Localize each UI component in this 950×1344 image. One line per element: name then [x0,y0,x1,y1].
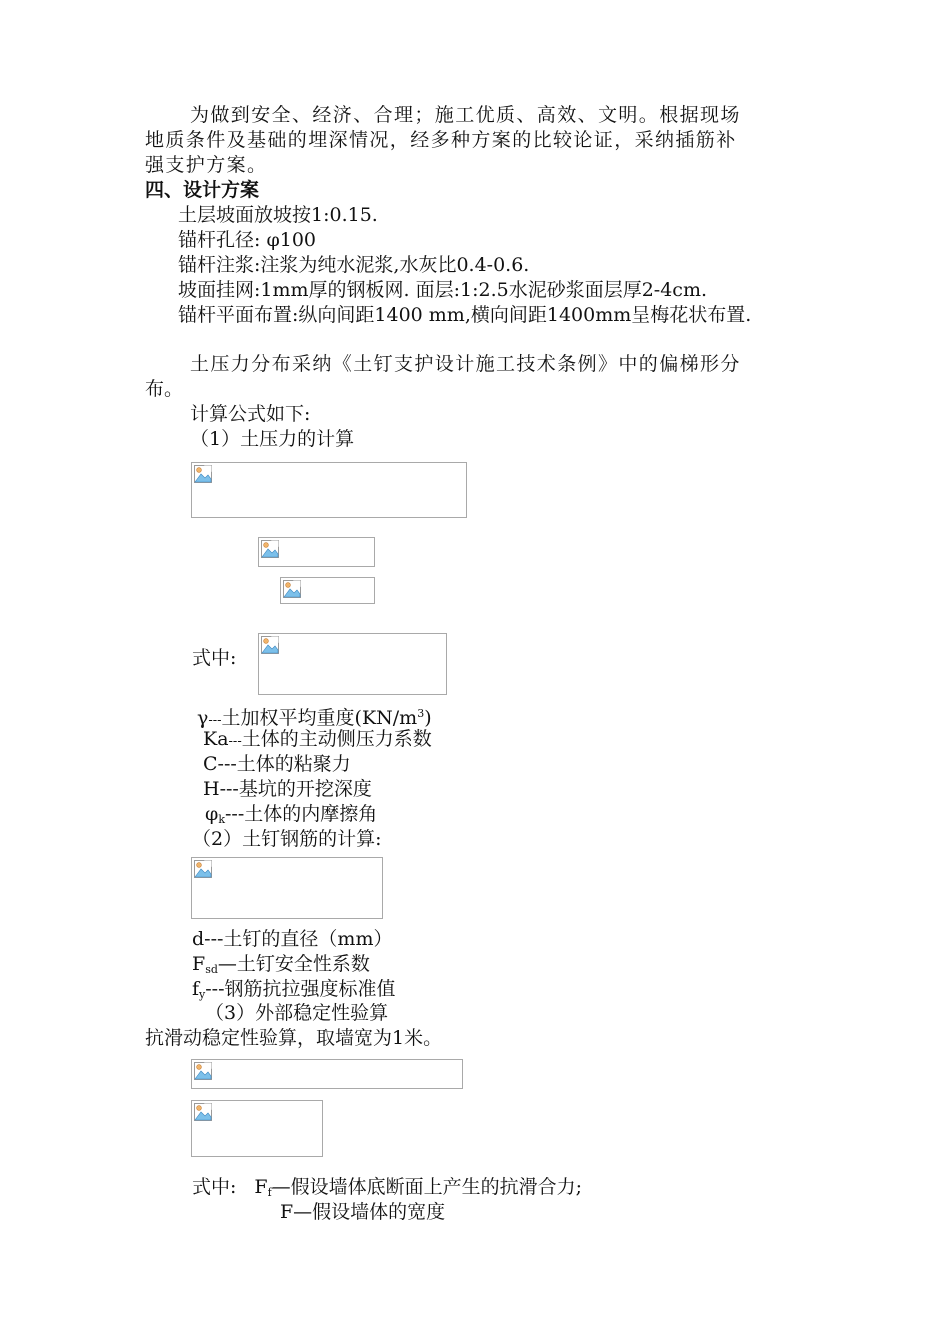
design-item: 锚杆注浆:注浆为纯水泥浆,水灰比0.4-0.6. [178,254,530,276]
fsd-symbol: F [192,953,206,975]
subheading-stability: （3）外部稳定性验算 [205,1002,389,1024]
design-item: 土层坡面放坡按1:0.15. [178,204,378,226]
subheading-earth-pressure: （1）土压力的计算 [190,428,355,450]
var-f: F—假设墙体的宽度 [280,1201,446,1223]
ka-text: 土体的主动侧压力系数 [241,728,432,750]
fsd-text: —土钉安全性系数 [217,953,370,975]
formula-image [280,577,375,604]
gamma-symbol: γ [197,707,209,729]
design-item: 锚杆平面布置:纵向间距1400 mm,横向间距1400mm呈梅花状布置. [178,304,752,326]
fy-symbol: f [192,978,200,1000]
broken-image-icon [194,860,212,878]
section-heading: 四、设计方案 [145,179,260,201]
gamma-text: 土加权平均重度(KN/m [221,707,418,729]
fy-text: ---钢筋抗拉强度标准值 [205,978,396,1000]
slide-check: 抗滑动稳定性验算，取墙宽为1米。 [145,1027,443,1049]
formula-image [258,633,447,695]
formula-image [191,462,467,518]
gamma-sup: 3 [417,707,425,720]
subheading-nail: （2）土钉钢筋的计算: [192,828,382,850]
broken-image-icon [261,636,279,654]
ff-sub: f [267,1186,272,1199]
where-label: 式中: [192,647,237,669]
phi-text: ---土体的内摩擦角 [224,803,378,825]
formula-intro: 计算公式如下: [190,403,311,425]
ff-symbol: F [254,1176,268,1198]
broken-image-icon [194,465,212,483]
formula-image [191,857,383,919]
intro-line-3: 强支护方案。 [145,154,268,176]
fsd-sub: sd [205,963,218,976]
pressure-line-1: 土压力分布采纳《土钉支护设计施工技术条例》中的偏梯形分 [190,353,741,375]
gamma-dash: --- [208,713,222,728]
formula-image [191,1059,463,1089]
formula-image [258,537,375,567]
fy-sub: y [199,988,206,1001]
design-item: 坡面挂网:1mm厚的钢板网. 面层:1:2.5水泥砂浆面层厚2-4cm. [178,279,708,301]
design-item: 锚杆孔径: φ100 [178,229,317,251]
where-label-text: 式中: [192,1176,237,1198]
var-ka [203,727,432,754]
ka-symbol: Ka [203,728,229,750]
intro-line-1: 为做到安全、经济、合理；施工优质、高效、文明。根据现场 [190,104,741,126]
pressure-line-2: 布。 [145,378,184,400]
broken-image-icon [194,1103,212,1121]
phi-sub: k [218,813,225,826]
formula-image [191,1100,323,1157]
broken-image-icon [194,1062,212,1080]
broken-image-icon [283,580,301,598]
ka-dash: --- [228,734,242,749]
var-c: C---土体的粘聚力 [203,753,351,775]
phi-symbol: φ [205,803,219,825]
ff-text: —假设墙体底断面上产生的抗滑合力; [271,1176,583,1198]
intro-line-2: 地质条件及基础的埋深情况，经多种方案的比较论证，采纳插筋补 [145,129,737,151]
gamma-close: ) [424,707,432,729]
broken-image-icon [261,540,279,558]
var-h: H---基坑的开挖深度 [203,778,372,800]
var-d: d---土钉的直径（mm） [192,928,393,950]
